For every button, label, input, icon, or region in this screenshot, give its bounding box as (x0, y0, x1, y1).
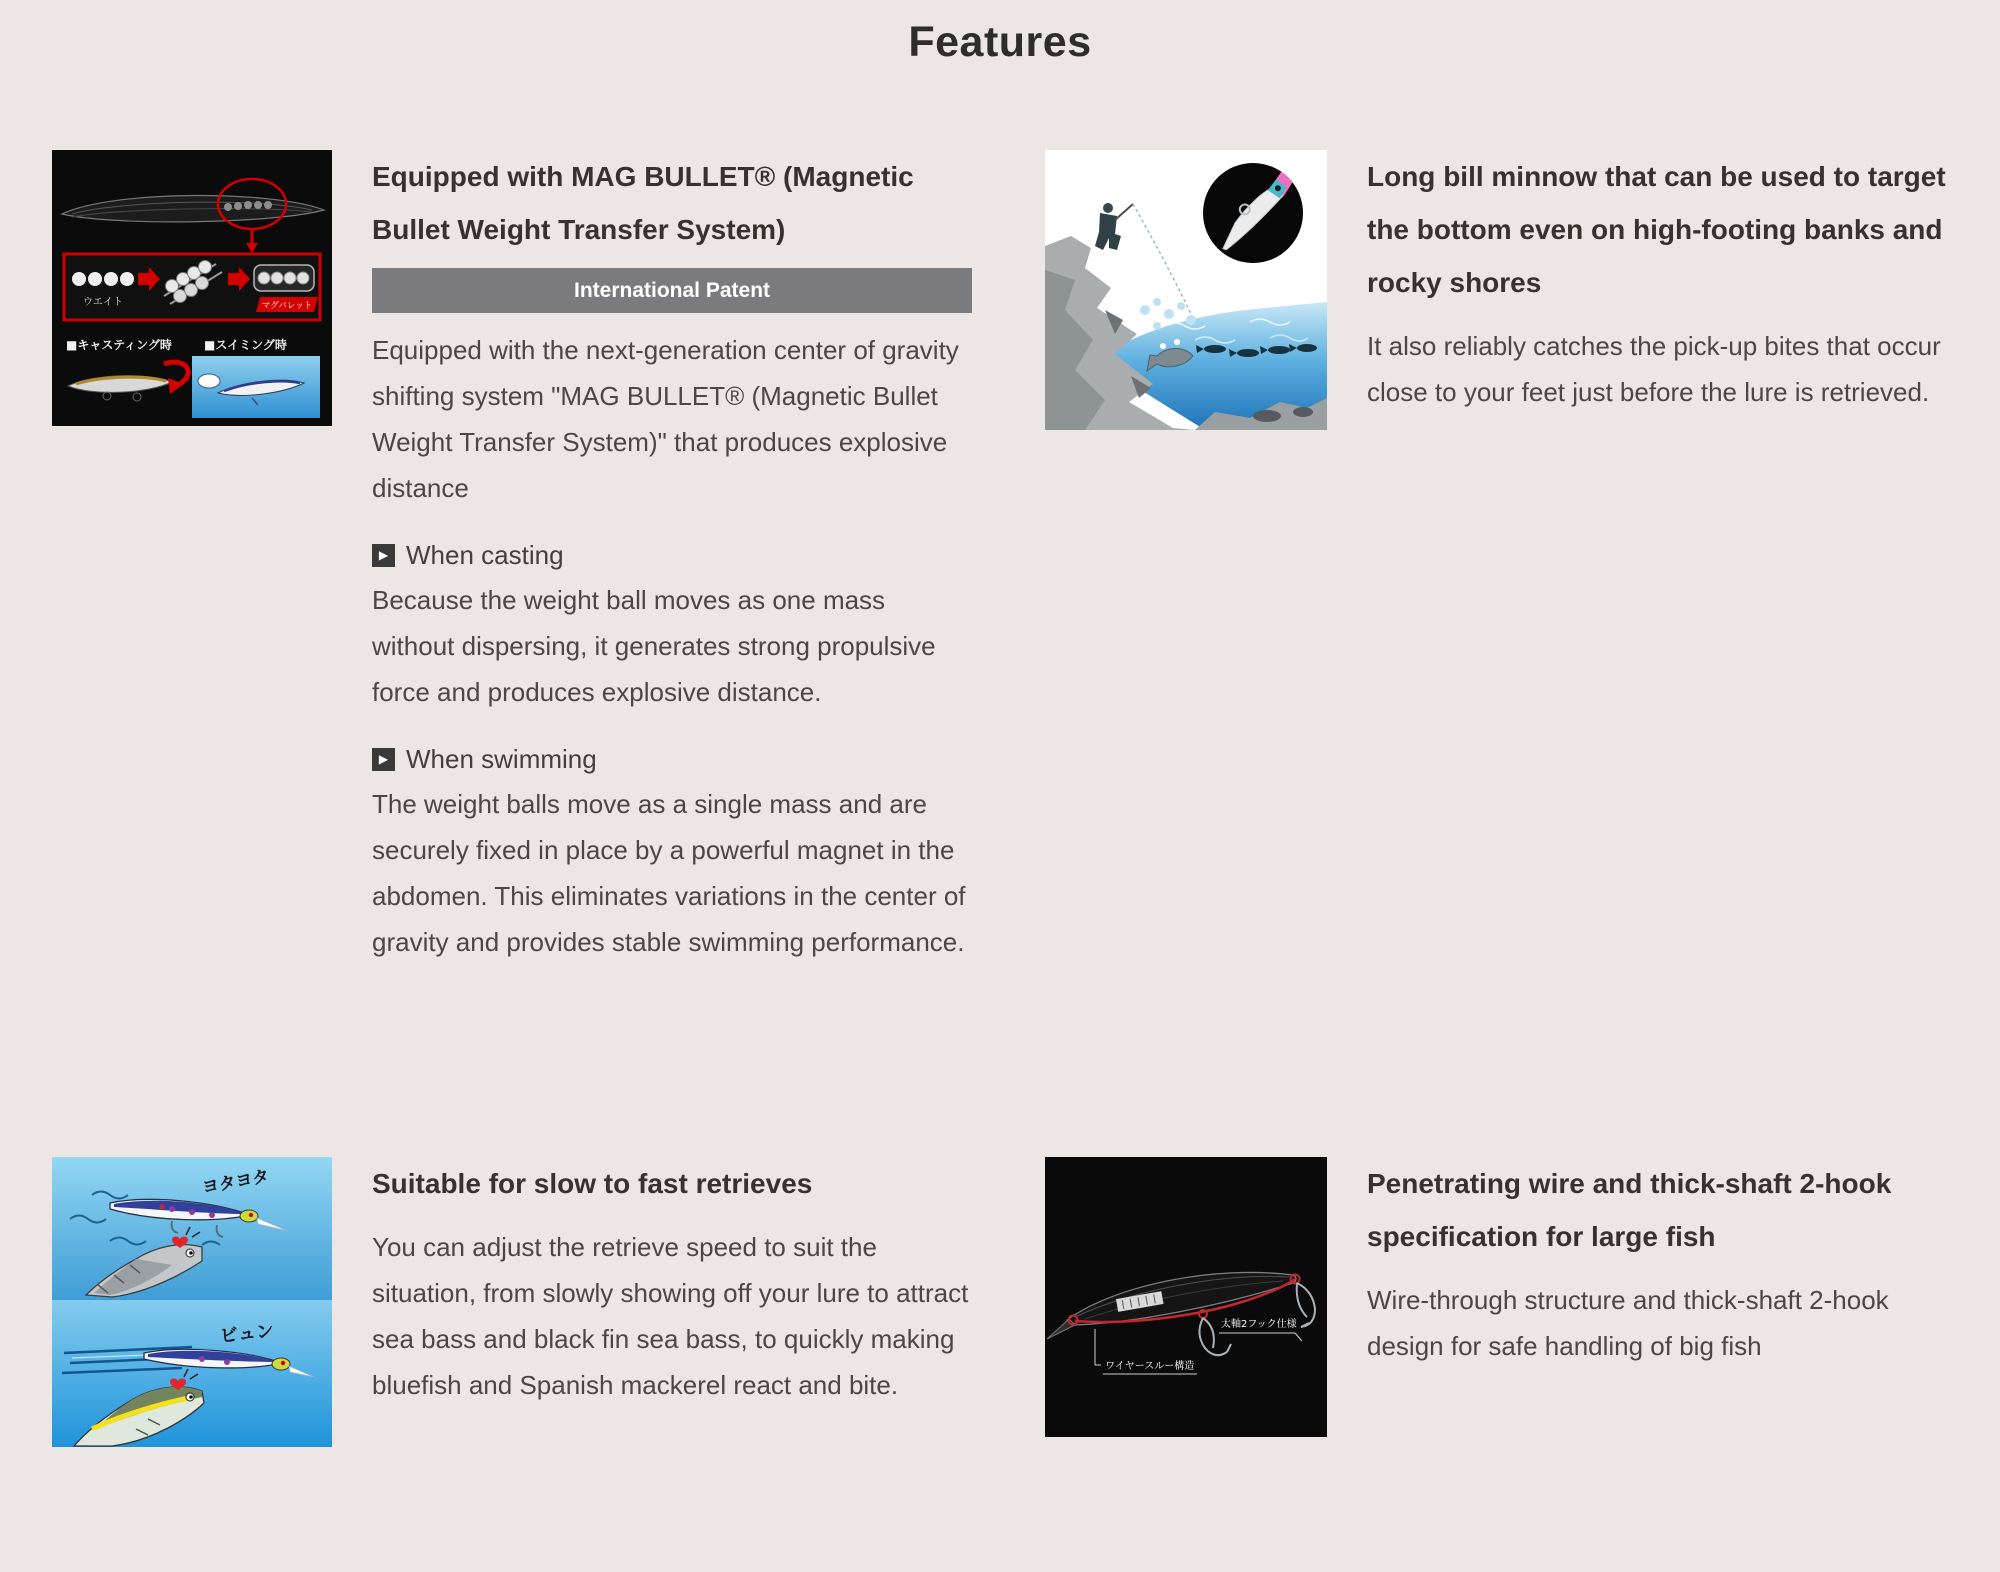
wire-through-svg (1045, 1157, 1327, 1437)
feature-title: Long bill minnow that can be used to target the bottom even on high-footing banks and rocky shores (1367, 161, 1946, 298)
rocky-shore-illustration (1045, 150, 1327, 430)
page-title: Features (908, 18, 1092, 66)
feature-title: Suitable for slow to fast retrieves (372, 1168, 813, 1199)
weight-label-jp: ウエイト (83, 297, 123, 308)
feature-paragraph: You can adjust the retrieve speed to suit the situation, from slowly showing off your lure to attract sea bass and black fin sea bass, to quickly making bluefish and Spanish mackerel react and bite. (372, 1232, 969, 1400)
feature-card-mag-bullet (52, 150, 972, 965)
mag-bullet-diagram-image (52, 150, 332, 426)
two-hook-label-jp: 太軸2フック仕様 (1221, 1319, 1297, 1330)
rocky-shore-svg (1045, 150, 1327, 430)
play-icon: ▶ (372, 544, 395, 567)
slow-wobble-label-jp: ヨタヨタ (200, 1166, 271, 1199)
retrieve-speed-svg (52, 1157, 332, 1447)
subhead-label: When casting (406, 540, 564, 570)
wire-through-label-jp: ワイヤースルー構造 (1105, 1361, 1195, 1372)
international-patent-badge: International Patent (372, 268, 972, 313)
feature-card-wire-through (1045, 1157, 1967, 1437)
mag-bullet-diagram-svg (52, 150, 332, 426)
feature-paragraph: Because the weight ball moves as one mass without dispersing, it generates strong propulsive force and produces explosive distance. (372, 585, 936, 707)
feature-paragraph: Wire-through structure and thick-shaft 2-hook design for safe handling of big fish (1367, 1285, 1889, 1361)
play-icon: ▶ (372, 748, 395, 771)
when-swimming-label-jp: ■スイミング時 (204, 338, 287, 352)
subhead-label: When swimming (406, 744, 597, 774)
fast-dash-label-jp: ビュン (218, 1320, 275, 1348)
feature-title: Equipped with MAG BULLET® (Magnetic Bullet Weight Transfer System) (372, 161, 914, 245)
when-casting-label-jp: ■キャスティング時 (66, 338, 172, 352)
feature-intro: Equipped with the next-generation center of gravity shifting system "MAG BULLET® (Magnetic Bullet Weight Transfer System)" that produces explosive distance (372, 335, 959, 503)
feature-paragraph: It also reliably catches the pick-up bites that occur close to your feet just before the lure is retrieved. (1367, 331, 1941, 407)
mag-bullet-label-jp: マグバレット (261, 301, 313, 311)
feature-card-long-bill-minnow (1045, 150, 1967, 430)
feature-title: Penetrating wire and thick-shaft 2-hook specification for large fish (1367, 1168, 1892, 1252)
feature-paragraph: The weight balls move as a single mass and are securely fixed in place by a powerful magnet in the abdomen. This eliminates variations in the center of gravity and provides stable swimming performance. (372, 789, 966, 957)
angler-figure (1103, 203, 1113, 213)
retrieve-speed-illustration (52, 1157, 332, 1447)
wire-through-diagram-image (1045, 1157, 1327, 1437)
when-swimming-subhead (372, 741, 972, 777)
when-casting-subhead (372, 537, 972, 573)
feature-card-retrieve-speed (52, 1157, 972, 1447)
